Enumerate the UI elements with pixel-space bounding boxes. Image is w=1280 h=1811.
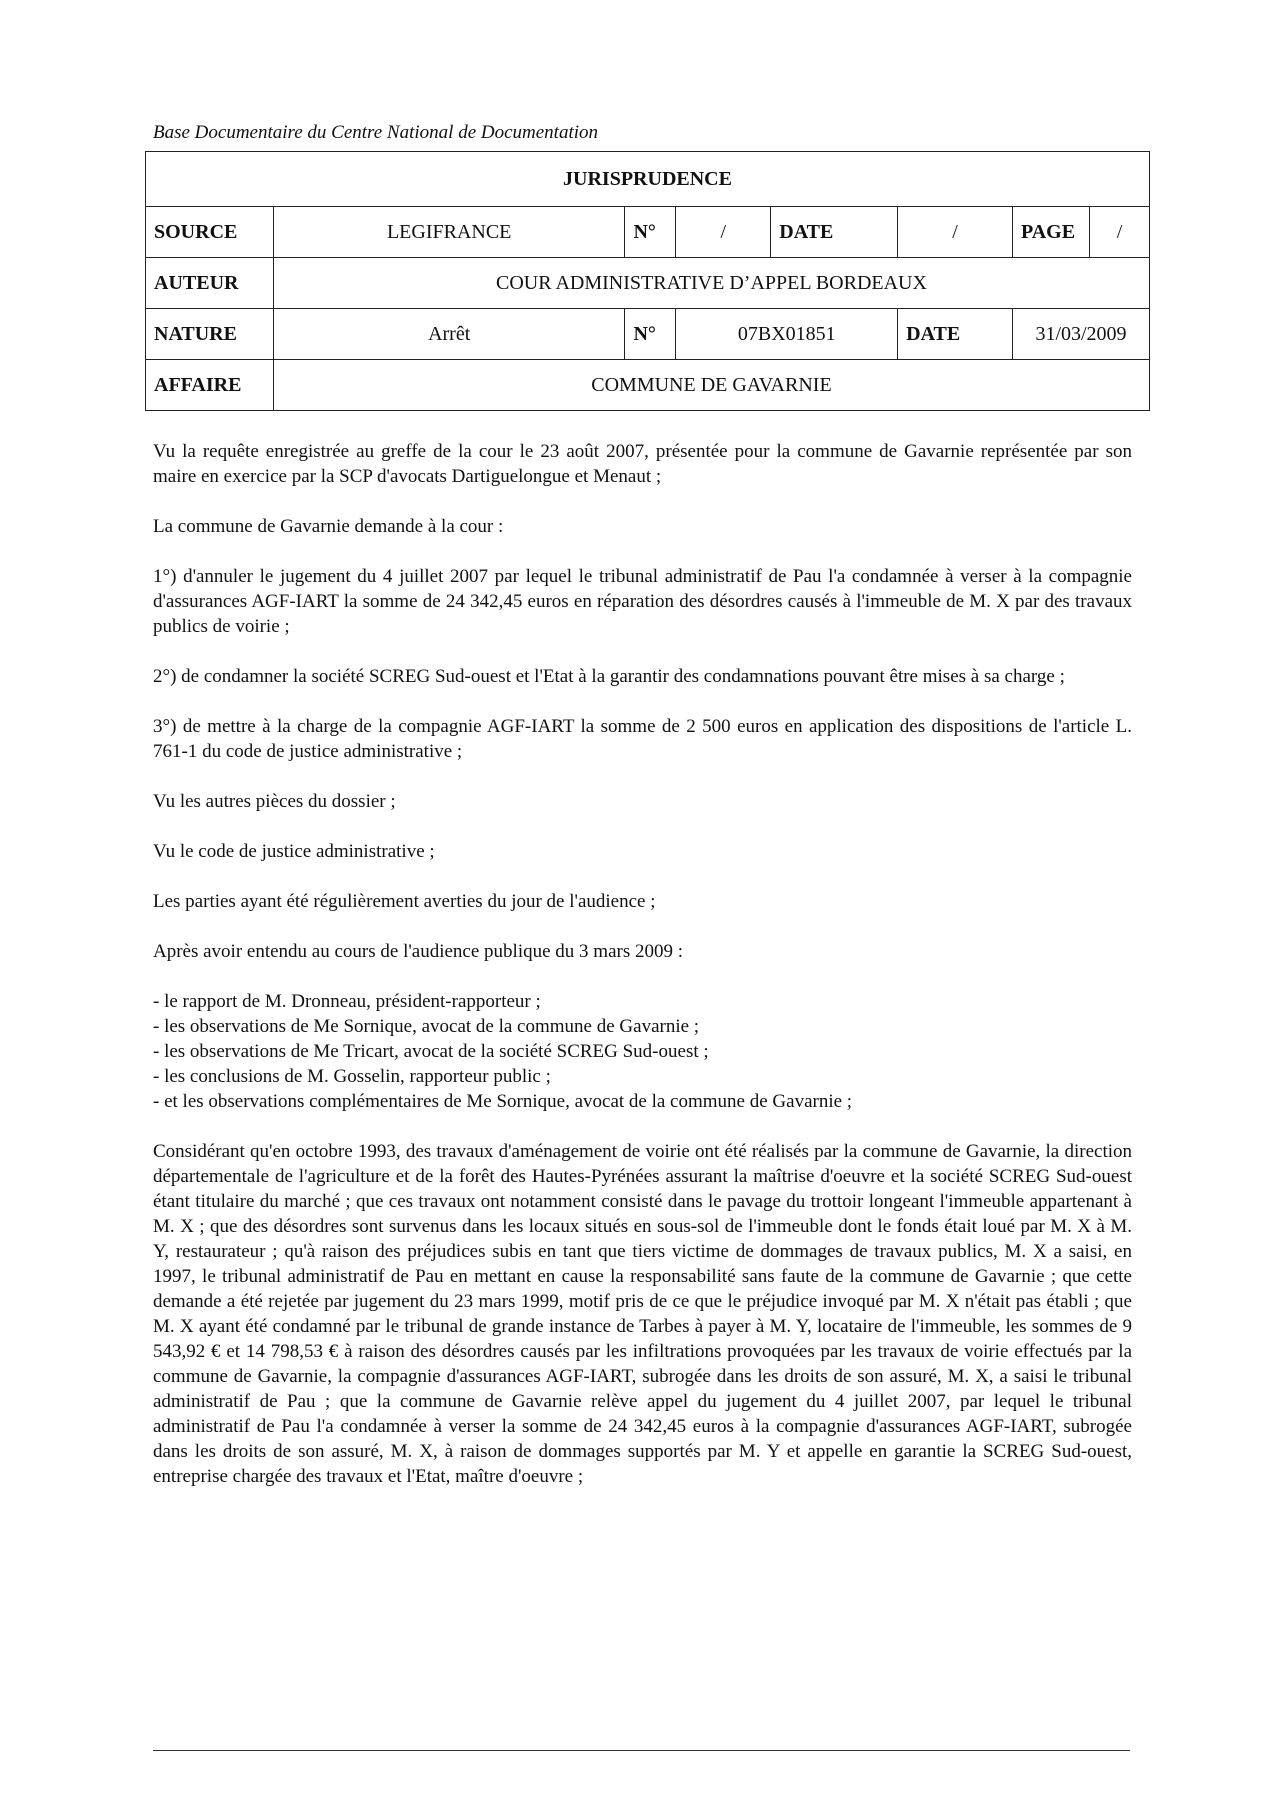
table-title: JURISPRUDENCE [146, 152, 1150, 207]
paragraph-requete: Vu la requête enregistrée au greffe de la cour le 23 août 2007, présentée pour la commune de Gavarnie représentée par son maire en exercice par la SCP d'avocats Dartiguelongue et Menaut ; [153, 441, 1132, 487]
source-value: LEGIFRANCE [273, 207, 625, 258]
list-item: - et les observations complémentaires de Me Sornique, avocat de la commune de Gavarnie ; [153, 1091, 853, 1112]
nature-value: Arrêt [273, 309, 625, 360]
nature-date-value: 31/03/2009 [1013, 309, 1150, 360]
page-label: PAGE [1013, 207, 1090, 258]
source-date-value: / [898, 207, 1013, 258]
list-item: - les observations de Me Tricart, avocat de la société SCREG Sud-ouest ; [153, 1041, 709, 1062]
nature-label: NATURE [146, 309, 274, 360]
paragraph-pieces: Vu les autres pièces du dossier ; [153, 791, 396, 812]
nature-date-label: DATE [898, 309, 1013, 360]
auteur-value: COUR ADMINISTRATIVE D’APPEL BORDEAUX [273, 258, 1149, 309]
hearing-list [153, 989, 1132, 1114]
source-number-label: N° [625, 207, 676, 258]
affaire-label: AFFAIRE [146, 360, 274, 411]
list-item: - le rapport de M. Dronneau, président-rapporteur ; [153, 991, 541, 1012]
document-source-header: Base Documentaire du Centre National de Documentation [153, 122, 599, 143]
source-label: SOURCE [146, 207, 274, 258]
nature-number-value: 07BX01851 [676, 309, 898, 360]
footer-divider [153, 1750, 1130, 1751]
list-item: - les observations de Me Sornique, avocat de la commune de Gavarnie ; [153, 1016, 700, 1037]
page-value: / [1089, 207, 1149, 258]
jurisprudence-metadata-table [145, 151, 1150, 411]
auteur-label: AUTEUR [146, 258, 274, 309]
affaire-value: COMMUNE DE GAVARNIE [273, 360, 1149, 411]
paragraph-point-2: 2°) de condamner la société SCREG Sud-ouest et l'Etat à la garantir des condamnations pouvant être mises à sa charge ; [153, 666, 1065, 687]
paragraph-point-1: 1°) d'annuler le jugement du 4 juillet 2007 par lequel le tribunal administratif de Pau l'a condamnée à verser à la compagnie d'assurances AGF-IART la somme de 24 342,45 euros en réparation des désordres causés à l'immeuble de M. X par des travaux publics de voirie ; [153, 566, 1132, 637]
document-body [153, 439, 1132, 1514]
source-date-label: DATE [771, 207, 898, 258]
source-number-value: / [676, 207, 771, 258]
paragraph-code: Vu le code de justice administrative ; [153, 841, 435, 862]
paragraph-point-3: 3°) de mettre à la charge de la compagnie AGF-IART la somme de 2 500 euros en application des dispositions de l'article L. 761-1 du code de justice administrative ; [153, 716, 1132, 762]
list-item: - les conclusions de M. Gosselin, rapporteur public ; [153, 1066, 551, 1087]
paragraph-parties: Les parties ayant été régulièrement averties du jour de l'audience ; [153, 891, 656, 912]
paragraph-audience: Après avoir entendu au cours de l'audience publique du 3 mars 2009 : [153, 941, 683, 962]
paragraph-considerant: Considérant qu'en octobre 1993, des travaux d'aménagement de voirie ont été réalisés par la commune de Gavarnie, la direction départementale de l'agriculture et de la forêt des Hautes-Pyrénées assurant la maîtrise d'oeuvre et la société SCREG Sud-ouest étant titulaire du marché ; que ces travaux ont notamment consisté dans le pavage du trottoir longeant l'immeuble appartenant à M. X ; que des désordres sont survenus dans les locaux situés en sous-sol de l'immeuble dont le fonds était loué par M. X à M. Y, restaurateur ; qu'à raison des préjudices subis en tant que tiers victime de dommages de travaux publics, M. X a saisi, en 1997, le tribunal administratif de Pau en mettant en cause la responsabilité sans faute de la commune de Gavarnie ; que cette demande a été rejetée par jugement du 23 mars 1999, motif pris de ce que le préjudice invoqué par M. X n'était pas établi ; que M. X ayant été condamné par le tribunal de grande instance de Tarbes à payer à M. Y, locataire de l'immeuble, les sommes de 9 543,92 € et 14 798,53 € à raison des désordres causés par les infiltrations provoquées par les travaux de voirie effectués par la commune de Gavarnie, la compagnie d'assurances AGF-IART, subrogée dans les droits de son assuré, M. X, a saisi le tribunal administratif de Pau ; que la commune de Gavarnie relève appel du jugement du 4 juillet 2007, par lequel le tribunal administratif de Pau l'a condamnée à verser la somme de 24 342,45 euros à la compagnie d'assurances AGF-IART, subrogée dans les droits de son assuré, M. X, à raison de dommages supportés par M. Y et appelle en garantie la SCREG Sud-ouest, entreprise chargée des travaux et l'Etat, maître d'oeuvre ; [153, 1141, 1132, 1487]
nature-number-label: N° [625, 309, 676, 360]
paragraph-demande: La commune de Gavarnie demande à la cour : [153, 516, 504, 537]
